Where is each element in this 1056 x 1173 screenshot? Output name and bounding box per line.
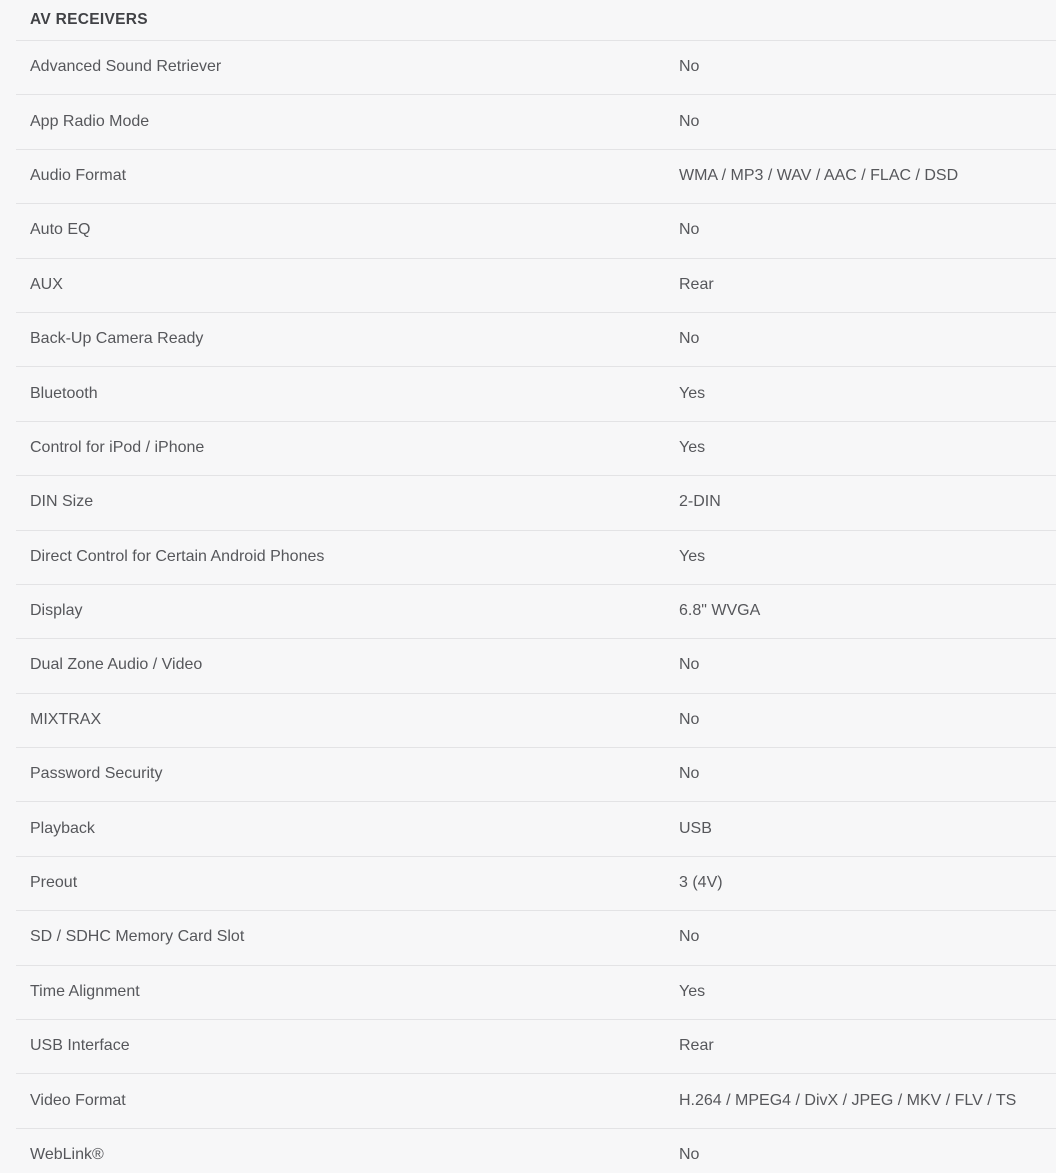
row-divider	[16, 366, 1056, 367]
spec-value: 6.8" WVGA	[679, 602, 761, 620]
row-divider	[16, 475, 1056, 476]
spec-row	[0, 530, 1056, 584]
spec-value: No	[679, 710, 700, 728]
spec-label: Dual Zone Audio / Video	[30, 656, 203, 674]
spec-label: Playback	[30, 819, 95, 837]
section-header	[0, 0, 1056, 40]
spec-label: Advanced Sound Retriever	[30, 58, 222, 76]
spec-value: No	[679, 1146, 700, 1163]
spec-rows	[0, 40, 1056, 1173]
spec-row	[0, 638, 1056, 692]
spec-row	[0, 1128, 1056, 1173]
spec-label: DIN Size	[30, 493, 94, 511]
spec-row	[0, 693, 1056, 747]
spec-row	[0, 801, 1056, 855]
spec-label: Audio Format	[30, 166, 127, 184]
spec-label: Back-Up Camera Ready	[30, 330, 204, 348]
spec-row	[0, 366, 1056, 420]
row-divider	[16, 94, 1056, 95]
spec-value: Yes	[679, 547, 706, 565]
row-divider	[16, 638, 1056, 639]
spec-label: Display	[30, 602, 83, 620]
row-divider	[16, 258, 1056, 259]
spec-row	[0, 94, 1056, 148]
spec-label: AUX	[30, 275, 63, 293]
row-divider	[16, 203, 1056, 204]
row-divider	[16, 693, 1056, 694]
row-divider	[16, 584, 1056, 585]
spec-row	[0, 149, 1056, 203]
spec-row	[0, 475, 1056, 529]
spec-label: Video Format	[30, 1091, 126, 1109]
spec-value: No	[679, 112, 700, 130]
row-divider	[16, 910, 1056, 911]
row-divider	[16, 801, 1056, 802]
row-divider	[16, 965, 1056, 966]
spec-row	[0, 421, 1056, 475]
spec-value: No	[679, 928, 700, 946]
spec-row	[0, 1019, 1056, 1073]
spec-label: Control for iPod / iPhone	[30, 438, 205, 456]
spec-value: No	[679, 221, 700, 239]
row-divider	[16, 1073, 1056, 1074]
spec-row	[0, 1073, 1056, 1127]
spec-label: SD / SDHC Memory Card Slot	[30, 928, 245, 946]
spec-row	[0, 312, 1056, 366]
spec-label: Bluetooth	[30, 384, 98, 402]
spec-label: Auto EQ	[30, 221, 91, 239]
spec-value: Yes	[679, 438, 706, 456]
spec-value: No	[679, 58, 700, 76]
spec-row	[0, 856, 1056, 910]
row-divider	[16, 149, 1056, 150]
section-title: AV RECEIVERS	[30, 11, 148, 28]
row-divider	[16, 1128, 1056, 1129]
spec-value: Yes	[679, 982, 706, 1000]
spec-value: Rear	[679, 1037, 714, 1055]
spec-value: Rear	[679, 275, 714, 293]
spec-label: USB Interface	[30, 1037, 130, 1055]
spec-row	[0, 965, 1056, 1019]
spec-row	[0, 910, 1056, 964]
spec-row	[0, 747, 1056, 801]
spec-label: Direct Control for Certain Android Phones	[30, 547, 325, 565]
spec-value: No	[679, 330, 700, 348]
row-divider	[16, 312, 1056, 313]
row-divider	[16, 421, 1056, 422]
spec-row	[0, 584, 1056, 638]
spec-value: Yes	[679, 384, 706, 402]
spec-value: No	[679, 656, 700, 674]
row-divider	[16, 530, 1056, 531]
spec-value: H.264 / MPEG4 / DivX / JPEG / MKV / FLV / TS	[679, 1091, 1017, 1109]
spec-value: 2-DIN	[679, 493, 721, 511]
spec-label: MIXTRAX	[30, 710, 102, 728]
spec-row	[0, 258, 1056, 312]
spec-label: WebLink®	[30, 1146, 104, 1163]
spec-row	[0, 40, 1056, 94]
spec-value: No	[679, 765, 700, 783]
spec-label: Time Alignment	[30, 982, 140, 1000]
row-divider	[16, 747, 1056, 748]
spec-value: WMA / MP3 / WAV / AAC / FLAC / DSD	[679, 166, 959, 184]
spec-label: Preout	[30, 874, 78, 892]
row-divider	[16, 856, 1056, 857]
spec-value: 3 (4V)	[679, 874, 723, 892]
row-divider	[16, 1019, 1056, 1020]
spec-value: USB	[679, 819, 712, 837]
spec-label: Password Security	[30, 765, 163, 783]
spec-label: App Radio Mode	[30, 112, 150, 130]
row-divider	[16, 40, 1056, 41]
spec-row	[0, 203, 1056, 257]
